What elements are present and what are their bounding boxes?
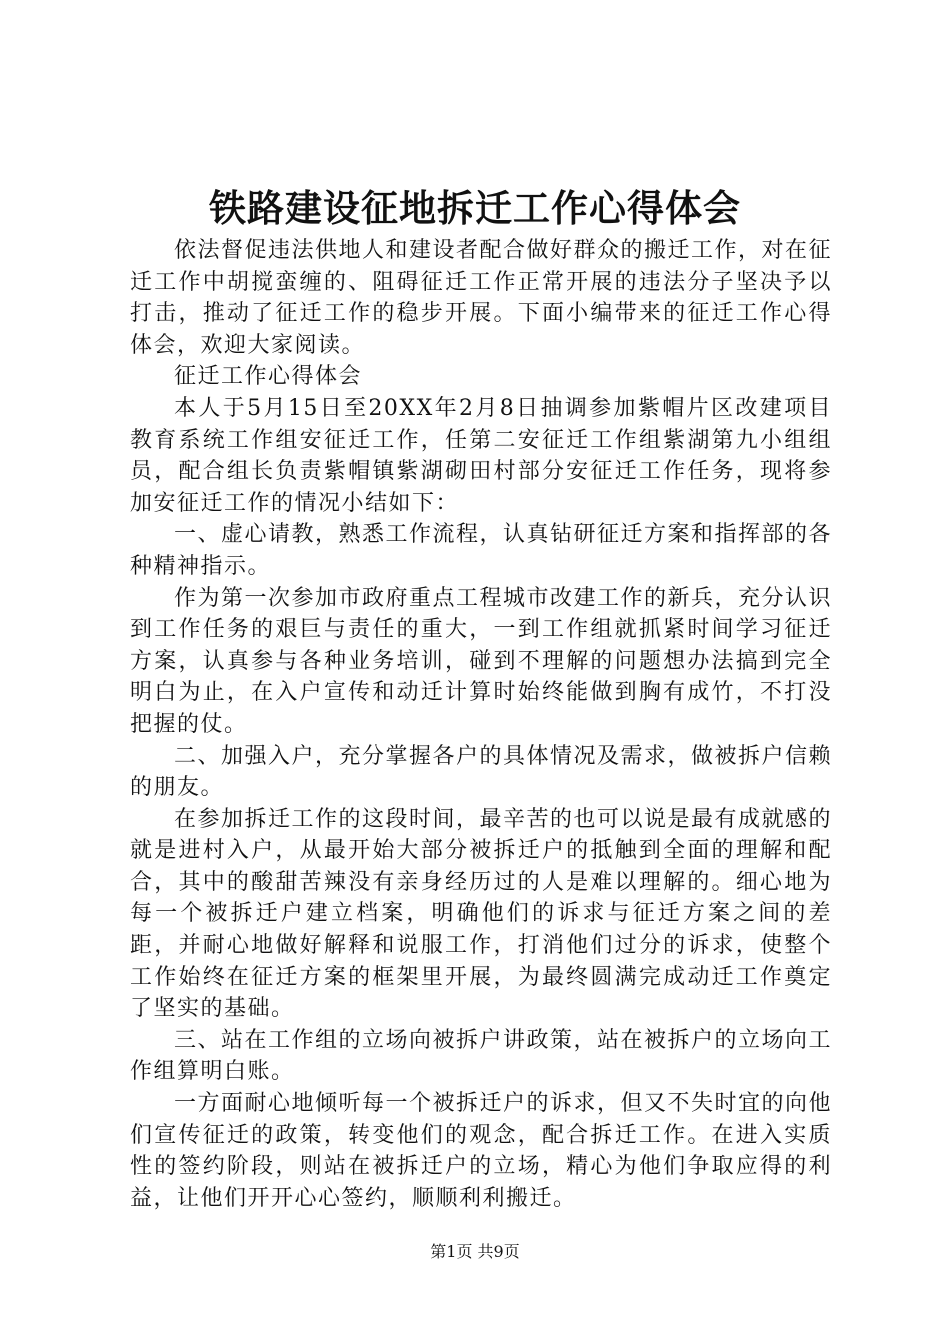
paragraph-heading-1: 一、虚心请教，熟悉工作流程，认真钻研征迁方案和指挥部的各种精神指示。: [130, 522, 833, 579]
paragraph-heading-2: 二、加强入户，充分掌握各户的具体情况及需求，做被拆户信赖的朋友。: [130, 743, 833, 801]
page-footer: 第1页 共9页: [430, 1242, 520, 1261]
paragraph-intro: 依法督促违法供地人和建设者配合做好群众的搬迁工作，对在征迁工作中胡搅蛮缠的、阻碍征迁工作正常开展的违法分子坚决予以打击，推动了征迁工作的稳步开展。下面小编带来的征迁工作心得体会，欢迎大家阅读。: [130, 238, 833, 358]
document-body: [130, 235, 832, 1214]
paragraph-subtitle: 征迁工作心得体会: [174, 364, 363, 390]
paragraph-summary: 本人于5月15日至20XX年2月8日抽调参加紫帽片区改建项目教育系统工作组安征迁工作，任第二安征迁工作组紫湖第九小组组员，配合组长负责紫帽镇紫湖砌田村部分安征迁工作任务，现将参加安征迁工作的情况小结如下：: [130, 395, 832, 516]
paragraph-heading-3: 三、站在工作组的立场向被拆户讲政策，站在被拆户的立场向工作组算明白账。: [130, 1027, 833, 1085]
paragraph-body-2: 在参加拆迁工作的这段时间，最辛苦的也可以说是最有成就感的就是进村入户，从最开始大部分被拆迁户的抵触到全面的理解和配合，其中的酸甜苦辣没有亲身经历过的人是难以理解的。细心地为每一个被拆迁户建立档案，明确他们的诉求与征迁方案之间的差距，并耐心地做好解释和说服工作，打消他们过分的诉求，使整个工作始终在征迁方案的框架里开展，为最终圆满完成动迁工作奠定了坚实的基础。: [130, 806, 833, 1022]
paragraph-body-1: 作为第一次参加市政府重点工程城市改建工作的新兵，充分认识到工作任务的艰巨与责任的重大，一到工作组就抓紧时间学习征迁方案，认真参与各种业务培训，碰到不理解的问题想办法搞到完全明白为止，在入户宣传和动迁计算时始终能做到胸有成竹，不打没把握的仗。: [130, 585, 833, 737]
document-title: 铁路建设征地拆迁工作心得体会: [209, 186, 741, 230]
paragraph-body-3: 一方面耐心地倾听每一个被拆迁户的诉求，但又不失时宜的向他们宣传征迁的政策，转变他们的观念，配合拆迁工作。在进入实质性的签约阶段，则站在被拆迁户的立场，精心为他们争取应得的利益，让他们开开心心签约，顺顺利利搬迁。: [130, 1091, 833, 1211]
